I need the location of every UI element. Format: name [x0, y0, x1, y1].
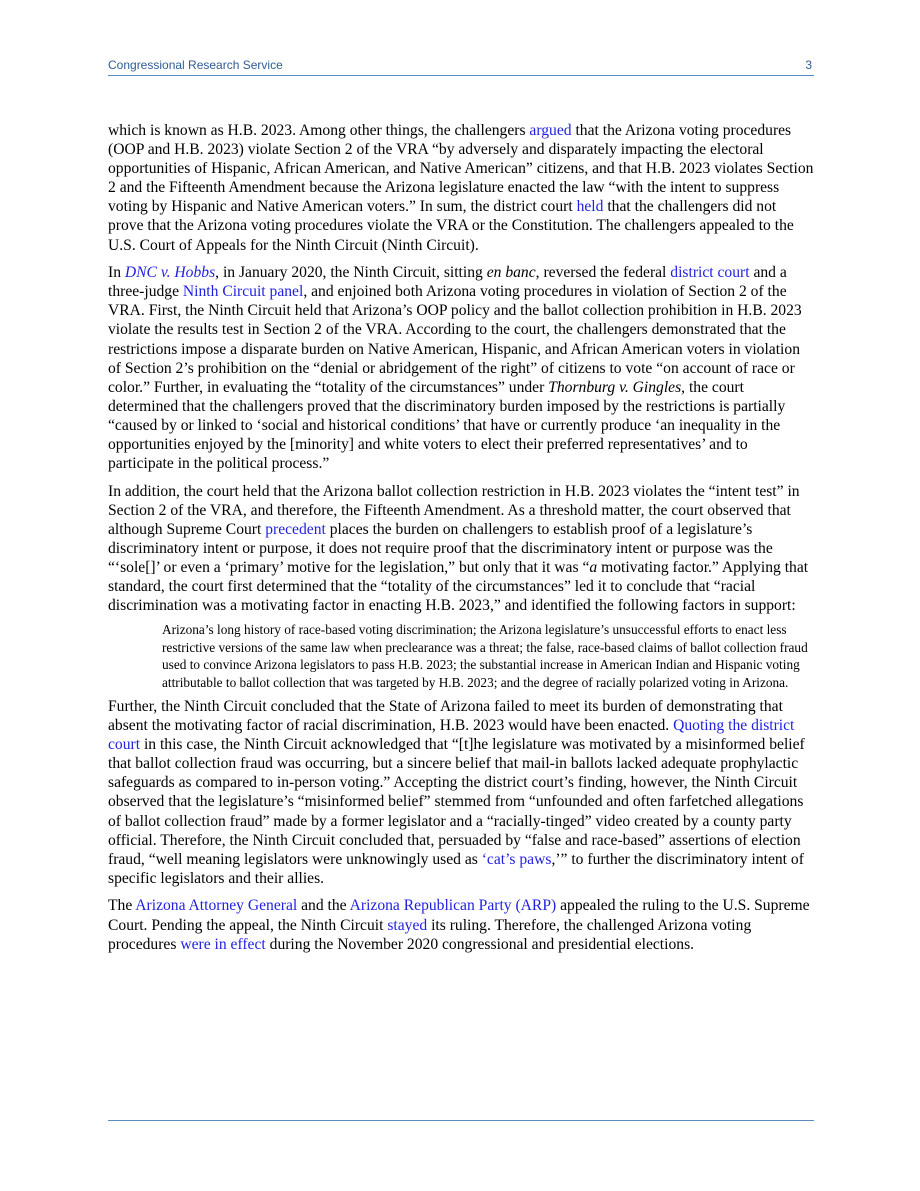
link-dnc-v-hobbs[interactable]: DNC v. Hobbs [124, 264, 216, 282]
italic-a: a [589, 559, 598, 577]
footer-rule [108, 1120, 814, 1121]
text-run: motivating factor.” Applying that standard, the court first determined that the “totality of the circumstances” led it to conclude that “racial discrimination was a motivating factor in enacting H.B. 2023,” and identified the following factors in support: [108, 559, 809, 615]
text-run: which is known as H.B. 2023. Among other things, the challengers [108, 122, 530, 139]
link-arizona-attorney-general[interactable]: Arizona Attorney General [135, 897, 298, 915]
link-were-in-effect[interactable]: were in effect [180, 935, 266, 953]
block-quote: Arizona’s long history of race-based voting discrimination; the Arizona legislature’s unsuccessful efforts to enact less restrictive versions of the same law when preclearance was a threat; the false, race-based claims of ballot collection fraud used to convince Arizona legislators to pass H.B. 2023; the substantial increase in American Indian and Hispanic voting attributable to ballot collection that was targeted by H.B. 2023; and the degree of racially polarized voting in Arizona. [162, 622, 808, 690]
text-run: , and enjoined both Arizona voting procedures in violation of Section 2 of the VRA. First, the Ninth Circuit held that Arizona’s OOP policy and the ballot collection prohibition in H.B. 2023 violate the results test in Section 2 of the VRA. According to the court, the challengers demonstrated that the restrictions impose a disparate burden on Native American, Hispanic, and African American voters in violation of Section 2’s prohibition on the “denial or abridgement of the right” of citizens to vote “on account of race or color.” Further, in evaluating the “totality of the circumstances” under [108, 283, 802, 396]
page-header [108, 57, 814, 76]
italic-en-banc: en banc [486, 264, 536, 282]
link-quoting-the-district-court[interactable]: Quoting the district court [108, 717, 795, 754]
link-precedent[interactable]: precedent [265, 520, 326, 538]
link-ninth-circuit-panel[interactable]: Ninth Circuit panel [182, 283, 304, 301]
paragraph-dnc-v-hobbs [108, 263, 814, 473]
text-run: , in January 2020, the Ninth Circuit, sitting [215, 264, 487, 282]
text-run: Further, the Ninth Circuit concluded that the State of Arizona failed to meet its burden of demonstrating that absent the motivating factor of racial discrimination, H.B. 2023 would have been enacted. [108, 697, 783, 735]
paragraph-burden-of-demonstrating [108, 697, 814, 888]
text-run: In addition, the court held that the Arizona ballot collection restriction in H.B. 2023 violates the “intent test” in Section 2 of the VRA, and therefore, the Fifteenth Amendment. As a threshold matter, the court observed that although Supreme Court [108, 482, 800, 538]
text-run: , reversed the federal [535, 264, 671, 282]
text-run: ,’” to further the discriminatory intent of specific legislators and their allies. [108, 850, 804, 887]
document-body [108, 121, 814, 962]
italic-thornburg-v-gingles: Thornburg v. Gingles [548, 378, 682, 396]
link-arizona-republican-party[interactable]: Arizona Republican Party (ARP) [349, 897, 557, 915]
text-run: and a three-judge [108, 264, 787, 301]
paragraph-challengers-argued [108, 121, 814, 255]
text-run: In [108, 264, 125, 282]
text-run: and the [297, 897, 350, 915]
paragraph-intent-test [108, 482, 814, 616]
link-cats-paws[interactable]: ‘cat’s paws [481, 850, 552, 868]
link-stayed[interactable]: stayed [387, 916, 428, 934]
text-run: , the court determined that the challengers proved that the discriminatory burden imposed by the restrictions is partially “caused by or linked to ‘social and historical conditions’ that have or currently produce ‘an inequality in the opportunities enjoyed by the [minority] and white voters to elect their preferred representatives’ and to participate in the political process.” [108, 378, 786, 473]
text-run: places the burden on challengers to establish proof of a legislature’s discriminatory intent or purpose, it does not require proof that the discriminatory intent or purpose was the “‘sole[]’ or even a ‘primary’ motive for the legislation,” but only that it was “ [108, 520, 773, 577]
text-run: that the Arizona voting procedures (OOP and H.B. 2023) violate Section 2 of the VRA “by adversely and disparately impacting the electoral opportunities of Hispanic, African American, and Native American” citizens, and that H.B. 2023 violates Section 2 and the Fifteenth Amendment because the Arizona legislature enacted the law “with the intent to suppress voting by Hispanic and Native American voters.” In sum, the district court [108, 122, 814, 216]
link-held[interactable]: held [576, 198, 604, 216]
text-run: appealed the ruling to the U.S. Supreme Court. Pending the appeal, the Ninth Circuit [108, 897, 810, 934]
text-run: during the November 2020 congressional and presidential elections. [265, 935, 695, 953]
text-run: its ruling. Therefore, the challenged Arizona voting procedures [108, 916, 752, 953]
link-argued[interactable]: argued [529, 122, 572, 139]
text-run: in this case, the Ninth Circuit acknowledged that “[t]he legislature was motivated by a misinformed belief that ballot collection fraud was occurring, but a sincere belief that mail-in ballots lacked adequate prophylactic safeguards as compared to in-person voting.” Accepting the district court’s finding, however, the Ninth Circuit observed that the legislature’s “misinformed belief” stemmed from “unfounded and often farfetched allegations of ballot collection fraud” made by a former legislator and a “racially-tinged” video created by a county party official. Therefore, the Ninth Circuit concluded that, persuaded by “false and race-based” assertions of election fraud, “well meaning legislators were unknowingly used as [108, 736, 805, 868]
header-organization: Congressional Research Service [108, 58, 283, 72]
header-page-number: 3 [805, 58, 812, 72]
paragraph-appeal [108, 896, 814, 953]
text-run: that the challengers did not prove that the Arizona voting procedures violate the VRA or the Constitution. The challengers appealed to the U.S. Court of Appeals for the Ninth Circuit (Ninth Circuit). [108, 198, 794, 254]
text-run: The [108, 897, 136, 915]
link-district-court[interactable]: district court [670, 264, 750, 282]
